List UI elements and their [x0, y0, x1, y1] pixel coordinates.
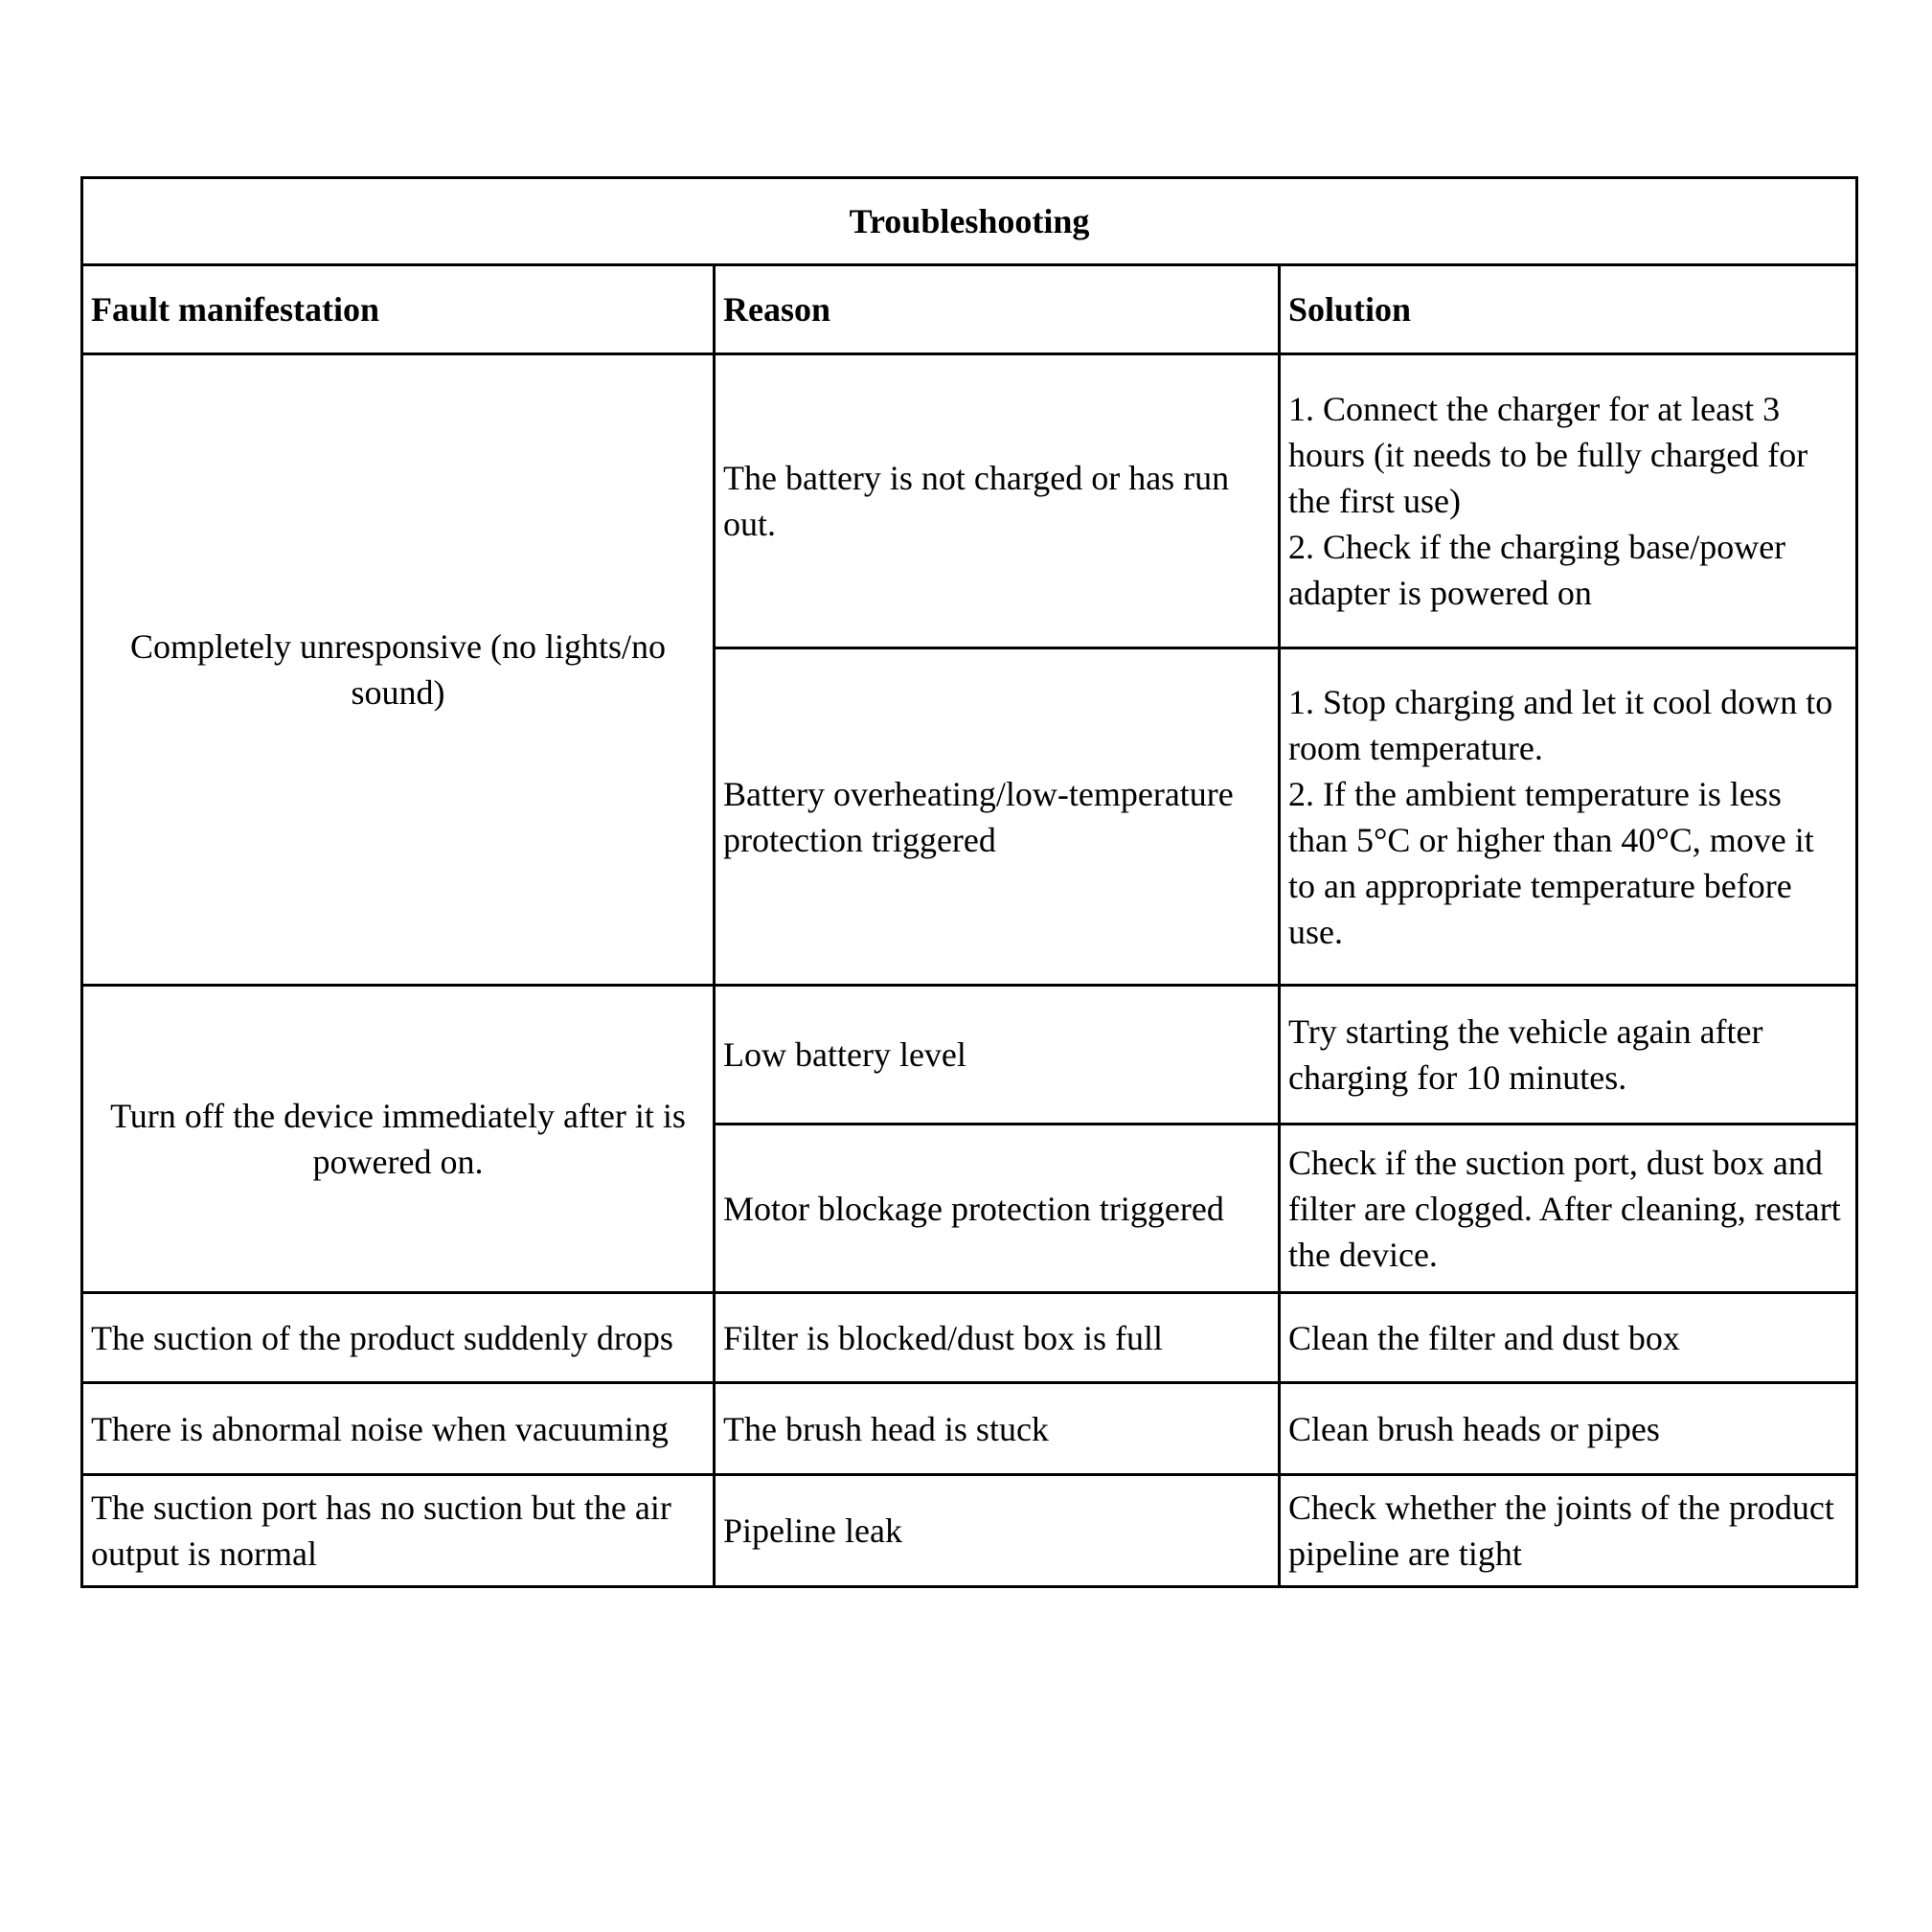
- fault-cell: The suction of the product suddenly drops: [82, 1293, 715, 1383]
- solution-step: 2. Check if the charging base/power adapter is powered on: [1288, 528, 1786, 612]
- solution-step: Clean the filter and dust box: [1288, 1318, 1680, 1357]
- reason-cell: Motor blockage protection triggered: [715, 1125, 1280, 1293]
- reason-cell: Filter is blocked/dust box is full: [715, 1293, 1280, 1383]
- table-row: [82, 354, 1857, 648]
- fault-cell: Turn off the device immediately after it is powered on.: [82, 986, 715, 1293]
- reason-cell: Low battery level: [715, 986, 1280, 1125]
- table-title: Troubleshooting: [82, 178, 1857, 265]
- solution-cell: [1280, 1293, 1857, 1383]
- table-row: [82, 1293, 1857, 1383]
- header-row: [82, 265, 1857, 354]
- solution-step: 1. Stop charging and let it cool down to room temperature.: [1288, 682, 1833, 767]
- table-row: [82, 1475, 1857, 1587]
- reason-cell: Battery overheating/low-temperature protection triggered: [715, 648, 1280, 986]
- reason-cell: The battery is not charged or has run out.: [715, 354, 1280, 648]
- header-fault: Fault manifestation: [82, 265, 715, 354]
- solution-cell: [1280, 986, 1857, 1125]
- header-reason: Reason: [715, 265, 1280, 354]
- solution-step: Try starting the vehicle again after charging for 10 minutes.: [1288, 1012, 1763, 1097]
- solution-step: Clean brush heads or pipes: [1288, 1409, 1660, 1448]
- reason-cell: Pipeline leak: [715, 1475, 1280, 1587]
- solution-cell: [1280, 648, 1857, 986]
- fault-cell: The suction port has no suction but the air output is normal: [82, 1475, 715, 1587]
- solution-cell: [1280, 354, 1857, 648]
- solution-cell: [1280, 1475, 1857, 1587]
- solution-step: Check if the suction port, dust box and filter are clogged. After cleaning, restart the device.: [1288, 1143, 1841, 1274]
- fault-cell: Completely unresponsive (no lights/no sound): [82, 354, 715, 986]
- solution-cell: [1280, 1383, 1857, 1475]
- solution-step: Check whether the joints of the product pipeline are tight: [1288, 1489, 1834, 1573]
- solution-step: 2. If the ambient temperature is less than 5°C or higher than 40°C, move it to an appropriate temperature before use.: [1288, 774, 1814, 951]
- title-row: [82, 178, 1857, 265]
- table-row: [82, 986, 1857, 1125]
- table-row: [82, 1383, 1857, 1475]
- solution-cell: [1280, 1125, 1857, 1293]
- reason-cell: The brush head is stuck: [715, 1383, 1280, 1475]
- fault-cell: There is abnormal noise when vacuuming: [82, 1383, 715, 1475]
- solution-step: 1. Connect the charger for at least 3 hours (it needs to be fully charged for the first use): [1288, 390, 1808, 520]
- troubleshooting-table: [80, 176, 1858, 1588]
- header-solution: Solution: [1280, 265, 1857, 354]
